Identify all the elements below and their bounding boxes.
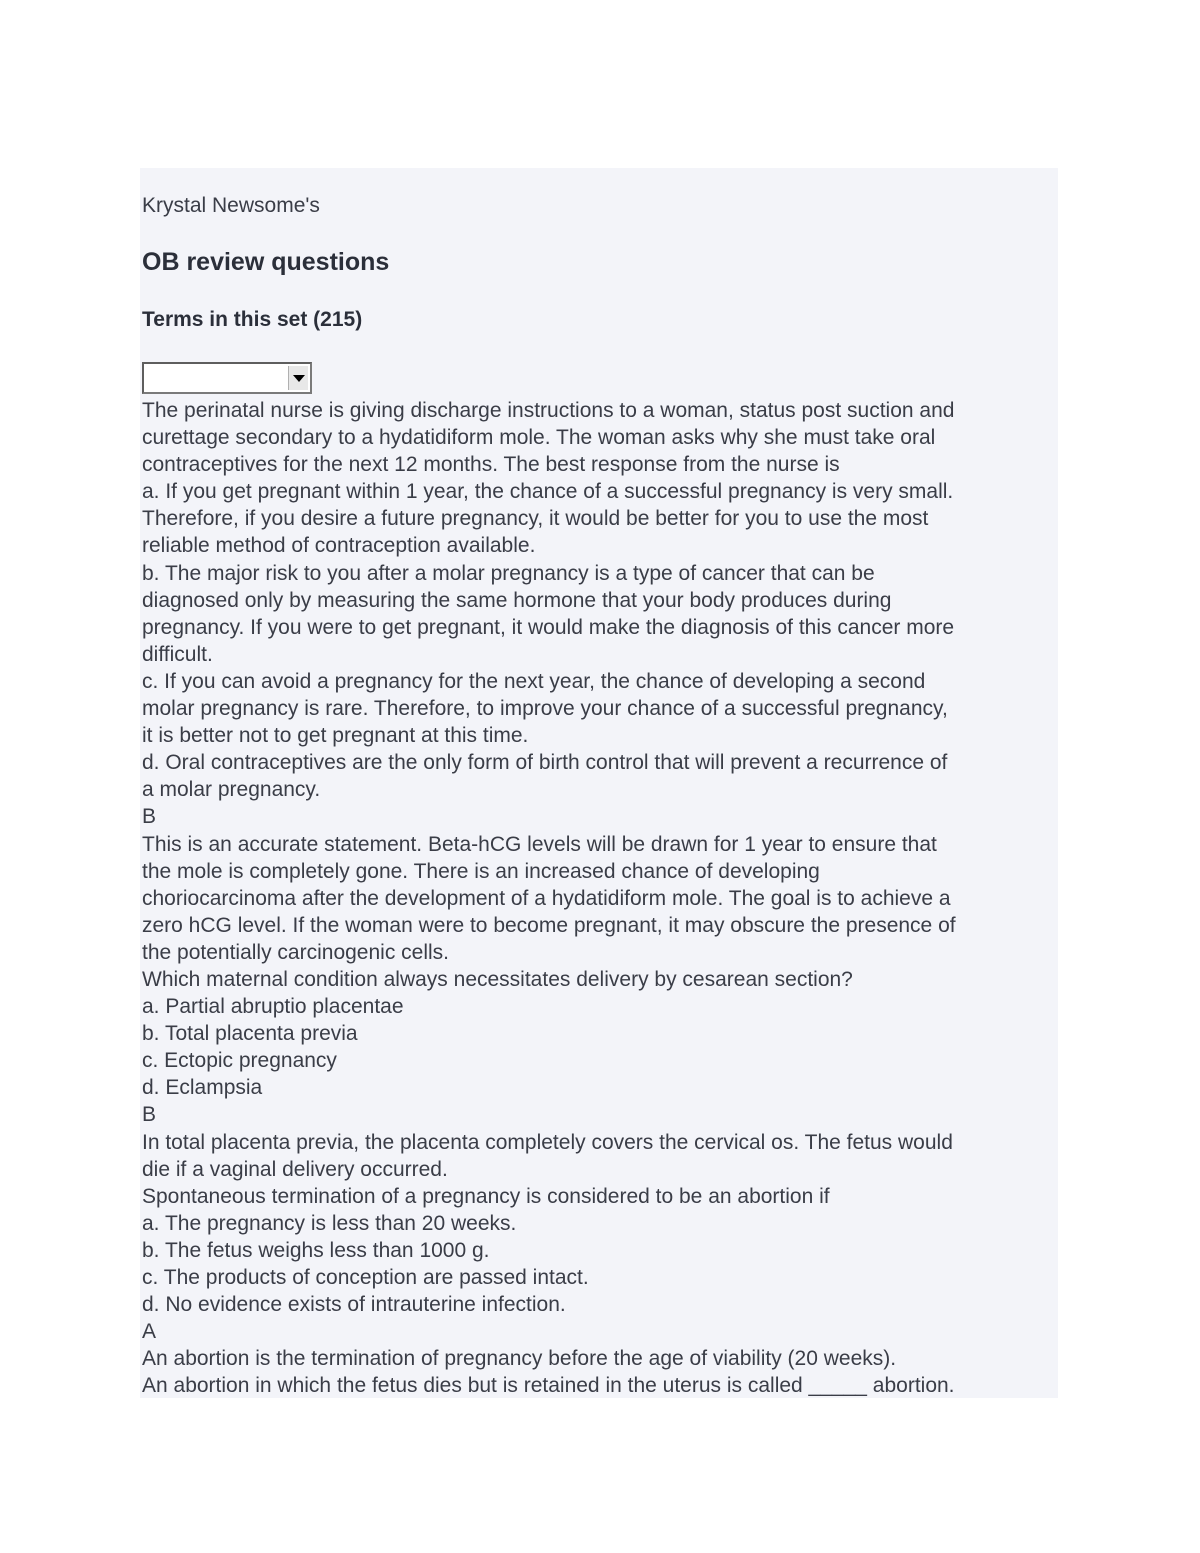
text-line: diagnosed only by measuring the same hormone that your body produces during	[142, 588, 892, 612]
text-line: Spontaneous termination of a pregnancy is considered to be an abortion if	[142, 1184, 830, 1208]
text-line: a molar pregnancy.	[142, 778, 321, 802]
text-line: the mole is completely gone. There is an increased chance of developing	[142, 859, 820, 883]
text-line: b. Total placenta previa	[142, 1022, 358, 1046]
text-line: A	[142, 1320, 157, 1344]
document-text-column	[140, 0, 1058, 1553]
text-line: d. No evidence exists of intrauterine infection.	[142, 1293, 566, 1317]
text-line: pregnancy. If you were to get pregnant, it would make the diagnosis of this cancer more	[142, 615, 955, 639]
text-line: a. Partial abruptio placentae	[142, 995, 404, 1019]
text-line: B	[142, 805, 157, 829]
text-line: c. Ectopic pregnancy	[142, 1049, 337, 1073]
text-line: the potentially carcinogenic cells.	[142, 940, 450, 964]
text-line: c. If you can avoid a pregnancy for the next year, the chance of developing a second	[142, 669, 926, 693]
text-line: zero hCG level. If the woman were to become pregnant, it may obscure the presence of	[142, 913, 956, 937]
text-line: contraceptives for the next 12 months. The best response from the nurse is	[142, 453, 840, 477]
text-line: a. The pregnancy is less than 20 weeks.	[142, 1211, 517, 1235]
text-line: c. The products of conception are passed intact.	[142, 1266, 589, 1289]
text-line: An abortion is the termination of pregnancy before the age of viability (20 weeks).	[142, 1347, 897, 1371]
text-line: a. If you get pregnant within 1 year, the chance of a successful pregnancy is very small.	[142, 480, 954, 504]
text-line: In total placenta previa, the placenta completely covers the cervical os. The fetus would	[142, 1130, 953, 1154]
text-line: d. Eclampsia	[142, 1076, 263, 1100]
text-line: b. The major risk to you after a molar pregnancy is a type of cancer that can be	[142, 561, 875, 585]
terms-count: Terms in this set (215)	[142, 308, 363, 331]
text-line: b. The fetus weighs less than 1000 g.	[142, 1238, 490, 1262]
text-line: die if a vaginal delivery occurred.	[142, 1157, 448, 1181]
text-line: This is an accurate statement. Beta-hCG levels will be drawn for 1 year to ensure that	[142, 832, 937, 856]
text-line: B	[142, 1103, 157, 1127]
text-line: d. Oral contraceptives are the only form of birth control that will prevent a recurrence of	[142, 751, 948, 775]
text-line: molar pregnancy is rare. Therefore, to improve your chance of a successful pregnancy,	[142, 697, 948, 721]
text-line: curettage secondary to a hydatidiform mole. The woman asks why she must take oral	[142, 426, 936, 450]
question-text-block	[142, 397, 1062, 1399]
chevron-down-icon[interactable]	[288, 366, 308, 390]
author-name: Krystal Newsome's	[142, 194, 320, 217]
page-title: OB review questions	[142, 248, 390, 276]
text-line: Which maternal condition always necessitates delivery by cesarean section?	[142, 967, 853, 991]
text-line: choriocarcinoma after the development of a hydatidiform mole. The goal is to achieve a	[142, 886, 951, 910]
text-line: reliable method of contraception available.	[142, 534, 536, 558]
text-line: it is better not to get pregnant at this time.	[142, 724, 529, 748]
text-line: The perinatal nurse is giving discharge instructions to a woman, status post suction and	[142, 399, 955, 422]
sort-dropdown[interactable]	[142, 362, 312, 394]
text-line: Therefore, if you desire a future pregnancy, it would be better for you to use the most	[142, 507, 929, 531]
text-line: An abortion in which the fetus dies but is retained in the uterus is called _____ abortion.	[142, 1374, 955, 1398]
text-line: difficult.	[142, 642, 213, 666]
